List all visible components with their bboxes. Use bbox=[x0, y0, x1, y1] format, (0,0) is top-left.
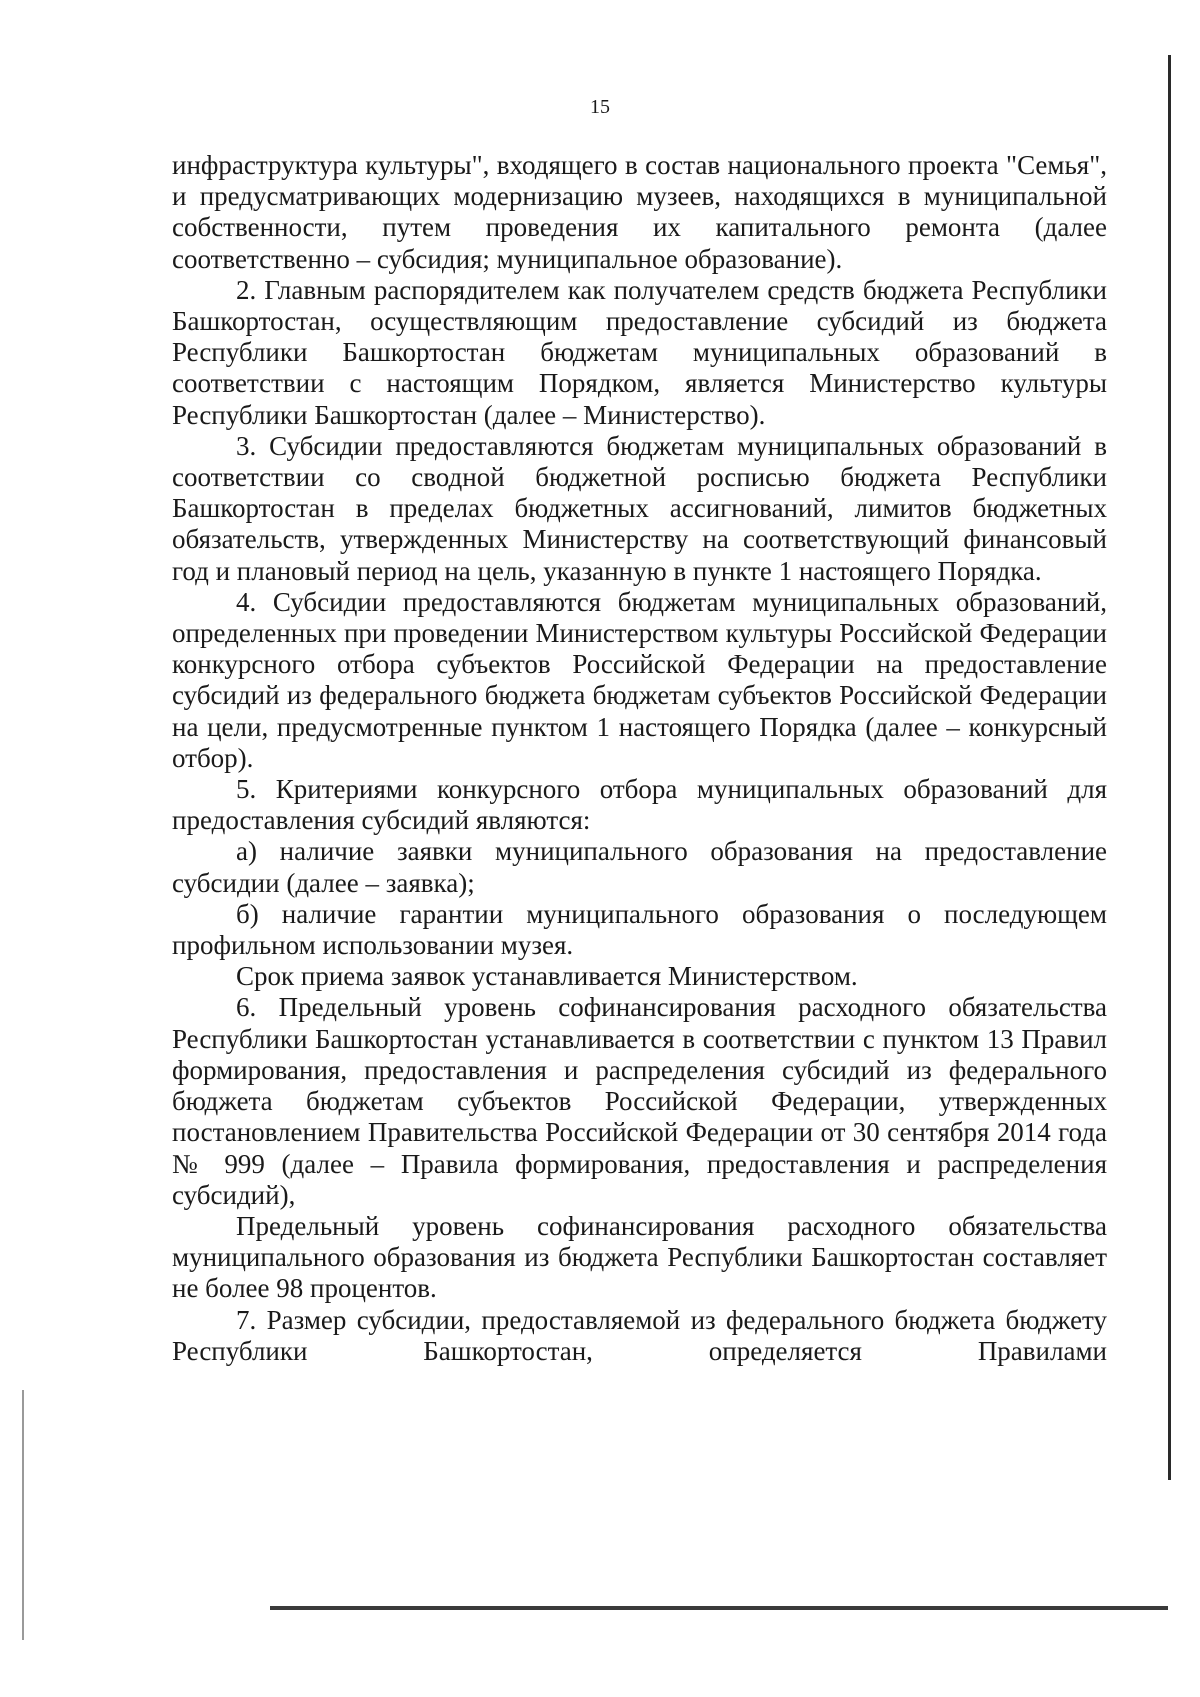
paragraph-5-deadline: Срок приема заявок устанавливается Министерством. bbox=[236, 961, 858, 992]
paragraph-7: 7. Размер субсидии, предоставляемой из федерального бюджета бюджету Республики Башкортостан, определяется Правилами bbox=[172, 1304, 1107, 1366]
paragraph-5-item-a: а) наличие заявки муниципального образования на предоставление субсидии (далее – заявка); bbox=[172, 836, 1107, 898]
paragraph-6: 6. Предельный уровень софинансирования расходного обязательства Республики Башкортостан устанавливается в соответствии с пунктом 13 Правил формирования, предоставления и распределения субсидий из федерального бюджета бюджетам субъектов Российской Федерации, утвержденных постановлением Правительства Российской Федерации от 30 сентября 2014 года № 999 (далее – Правила формирования, предоставления и распределения субсидий), bbox=[172, 992, 1107, 1210]
scan-edge-left bbox=[22, 1390, 24, 1640]
paragraph-5-item-b: б) наличие гарантии муниципального образования о последующем профильном использовании музея. bbox=[172, 898, 1107, 961]
paragraph-4: 4. Субсидии предоставляются бюджетам муниципальных образований, определенных при проведении Министерством культуры Российской Федерации конкурсного отбора субъектов Российской Федерации на предоставление субсидий из федерального бюджета бюджетам субъектов Российской Федерации на цели, предусмотренные пунктом 1 настоящего Порядка (далее – конкурсный отбор). bbox=[172, 586, 1107, 773]
paragraph-3: 3. Субсидии предоставляются бюджетам муниципальных образований в соответствии со сводной бюджетной росписью бюджета Республики Башкортостан в пределах бюджетных ассигнований, лимитов бюджетных обязательств, утвержденных Министерству на соответствующий финансовый год и плановый период на цель, указанную в пункте 1 настоящего Порядка. bbox=[172, 430, 1107, 586]
paragraph-5: 5. Критериями конкурсного отбора муниципальных образований для предоставления субсидий являются: bbox=[172, 774, 1107, 836]
paragraph-6-municipal-level: Предельный уровень софинансирования расходного обязательства муниципального образования из бюджета Республики Башкортостан составляет не более 98 процентов. bbox=[172, 1210, 1107, 1304]
scan-edge-bottom bbox=[270, 1606, 1168, 1610]
scan-edge-right bbox=[1168, 55, 1171, 1480]
page-number: 15 bbox=[590, 96, 610, 118]
paragraph-1-continuation: инфраструктура культуры", входящего в состав национального проекта "Семья", и предусматривающих модернизацию музеев, находящихся в муниципальной собственности, путем проведения их капитального ремонта (далее соответственно – субсидия; муниципальное образование). bbox=[172, 150, 1107, 274]
paragraph-2: 2. Главным распорядителем как получателем средств бюджета Республики Башкортостан, осуществляющим предоставление субсидий из бюджета Республики Башкортостан бюджетам муниципальных образований в соответствии с настоящим Порядком, является Министерство культуры Республики Башкортостан (далее – Министерство). bbox=[172, 274, 1107, 430]
document-body bbox=[172, 150, 1107, 1367]
